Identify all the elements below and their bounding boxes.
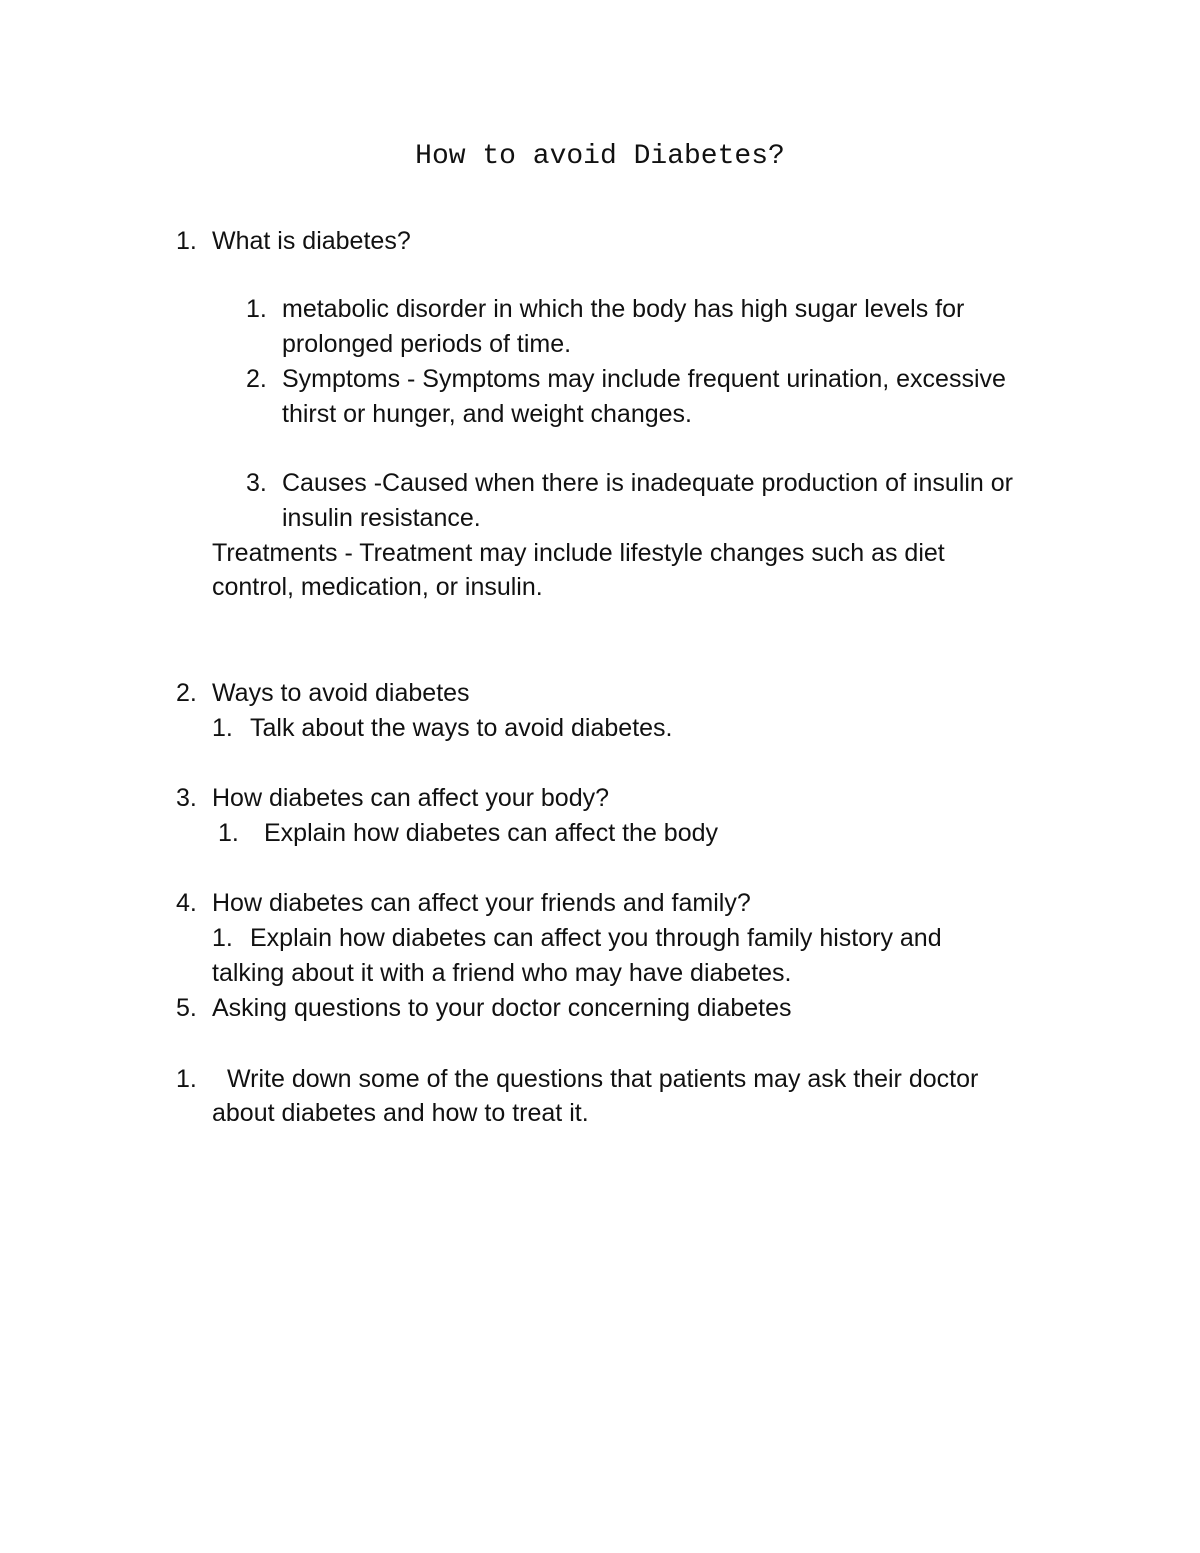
section-heading: What is diabetes?	[212, 227, 411, 255]
item-number: 1.	[176, 1065, 197, 1093]
item-number: 3.	[246, 469, 267, 497]
item-text: Explain how diabetes can affect the body	[264, 819, 719, 847]
item-text: talking about it with a friend who may have diabetes.	[212, 959, 792, 987]
item-text: Talk about the ways to avoid diabetes.	[250, 714, 673, 742]
document-title: How to avoid Diabetes?	[415, 141, 785, 172]
treatments-text: Treatments - Treatment may include lifestyle changes such as diet	[212, 539, 945, 567]
item-number: 1.	[212, 714, 233, 742]
section-heading: Ways to avoid diabetes	[212, 679, 470, 707]
section-heading: How diabetes can affect your friends and family?	[212, 889, 751, 917]
section-heading: How diabetes can affect your body?	[212, 784, 610, 812]
item-text: thirst or hunger, and weight changes.	[282, 400, 692, 428]
item-text: Causes -Caused when there is inadequate production of insulin or	[282, 469, 1014, 497]
item-text: insulin resistance.	[282, 504, 481, 532]
item-text: Explain how diabetes can affect you through family history and	[250, 924, 942, 952]
item-number: 1.	[246, 295, 267, 323]
item-text: metabolic disorder in which the body has high sugar levels for	[282, 295, 965, 323]
treatments-text: control, medication, or insulin.	[212, 573, 543, 601]
section-number: 5.	[176, 994, 197, 1022]
item-text: prolonged periods of time.	[282, 330, 572, 358]
section-number: 4.	[176, 889, 197, 917]
section-number: 2.	[176, 679, 197, 707]
item-text: about diabetes and how to treat it.	[212, 1099, 589, 1127]
item-number: 1.	[212, 924, 233, 952]
section-heading: Asking questions to your doctor concerning diabetes	[212, 994, 792, 1022]
item-text: Symptoms - Symptoms may include frequent urination, excessive	[282, 365, 1006, 393]
item-text: Write down some of the questions that patients may ask their doctor	[227, 1065, 979, 1093]
section-number: 3.	[176, 784, 197, 812]
item-number: 1.	[218, 819, 239, 847]
item-number: 2.	[246, 365, 267, 393]
section-number: 1.	[176, 227, 197, 255]
